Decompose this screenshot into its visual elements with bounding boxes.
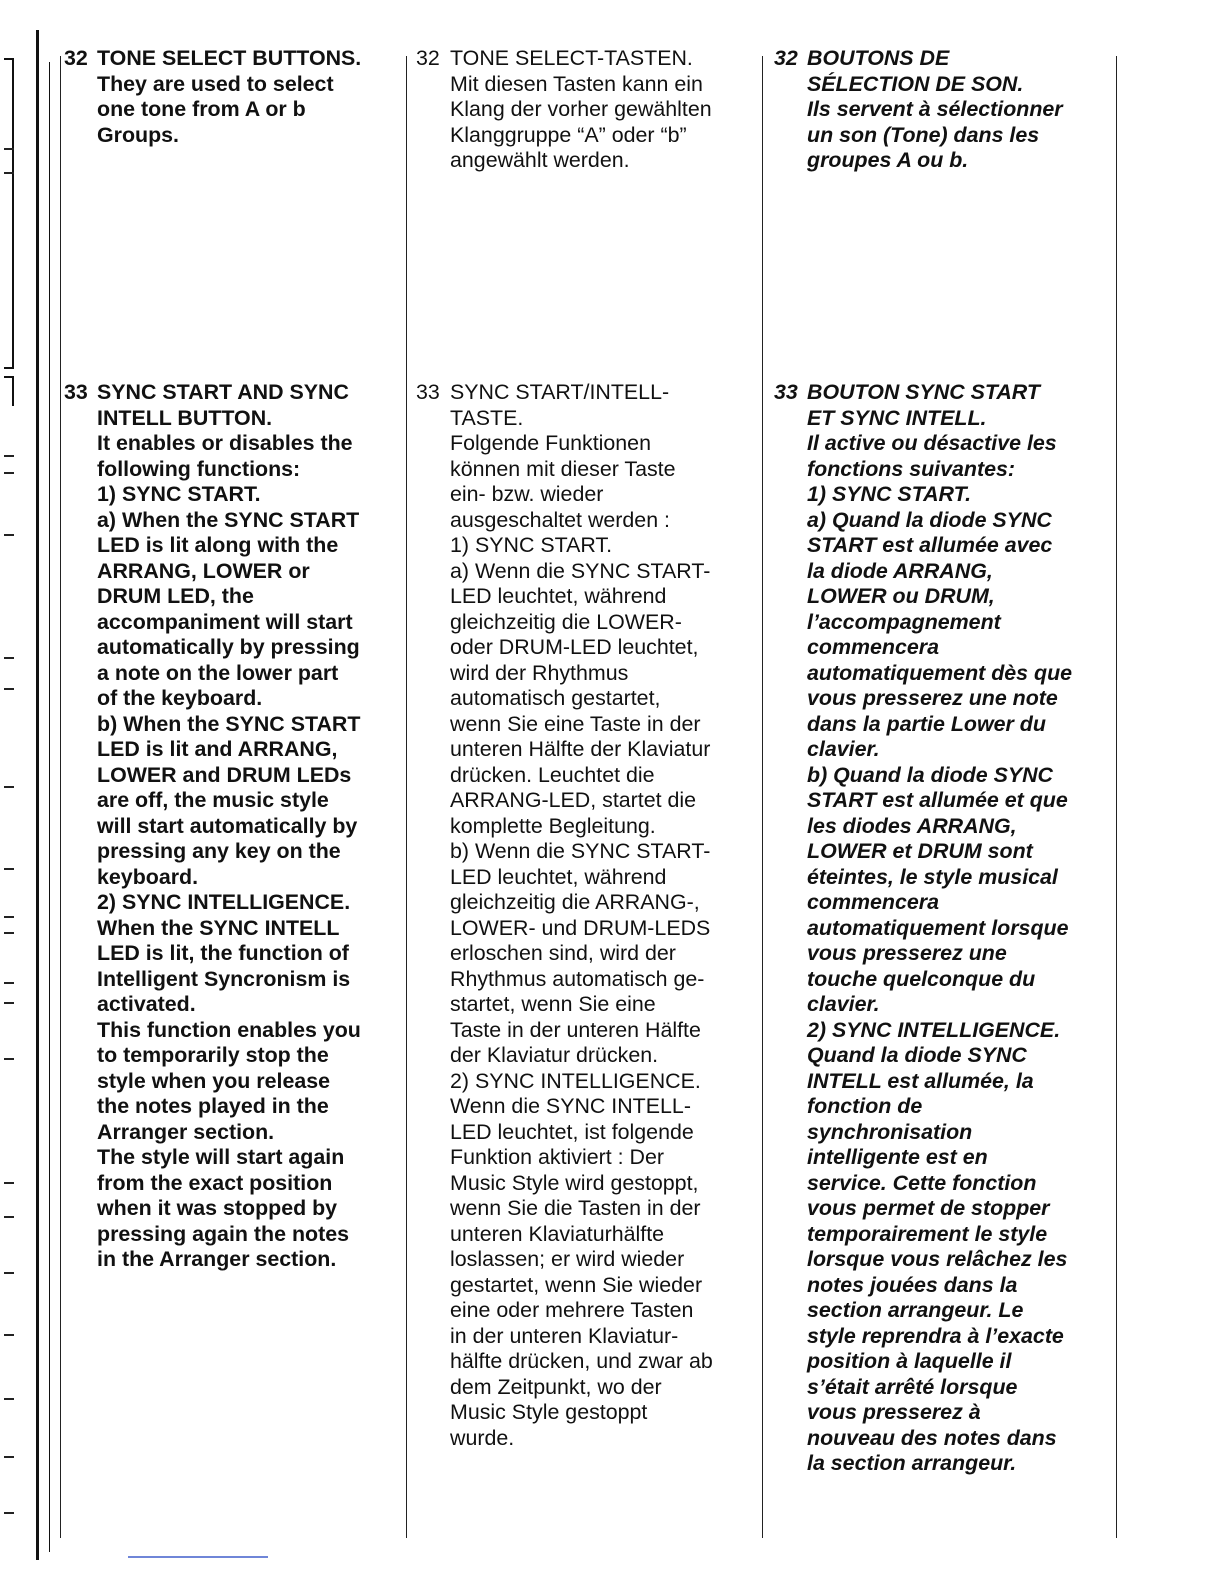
text-line: Arranger section.	[97, 1119, 275, 1144]
binding-tick	[4, 1272, 14, 1274]
text-line: automatically by pressing	[97, 635, 360, 659]
text-line: accompaniment will start	[97, 609, 353, 634]
text-line: drücken. Leuchtet die	[450, 762, 655, 787]
text-line: When the SYNC INTELL	[97, 915, 340, 940]
text-line: automatiquement dès que	[807, 660, 1073, 685]
entry-text	[97, 46, 404, 148]
binding-tick	[4, 534, 14, 536]
text-line: b) Quand la diode SYNC	[807, 762, 1054, 787]
text-line: angewählt werden.	[450, 148, 630, 172]
text-line: la diode ARRANG,	[807, 558, 993, 583]
text-line: LED leuchtet, während	[450, 864, 667, 889]
text-line: erloschen sind, wird der	[450, 941, 676, 965]
column-divider	[1116, 56, 1117, 1538]
text-line: style when you release	[97, 1068, 331, 1093]
text-line: activated.	[97, 992, 196, 1016]
text-line: LED is lit, the function of	[97, 941, 349, 965]
binding-tick	[4, 472, 14, 474]
binding-tick	[4, 916, 14, 918]
binding-tick	[4, 932, 14, 934]
binding-bracket-top-foot	[4, 367, 14, 369]
text-line: position à laquelle il	[807, 1349, 1012, 1373]
text-line: The style will start again	[97, 1145, 345, 1169]
text-line: when it was stopped by	[97, 1196, 338, 1220]
text-line: gleichzeitig die LOWER-	[450, 609, 682, 634]
text-line: 2) SYNC INTELLIGENCE.	[450, 1068, 701, 1093]
text-line: following functions:	[97, 456, 301, 481]
text-line: unteren Klaviaturhälfte	[450, 1221, 665, 1246]
entry-number: 32	[416, 46, 440, 70]
text-line: automatisch gestartet,	[450, 686, 661, 710]
text-line: It enables or disables the	[97, 431, 353, 455]
text-line: Quand la diode SYNC	[807, 1043, 1027, 1067]
text-line: vous permet de stopper	[807, 1196, 1050, 1220]
text-line: touche quelconque du	[807, 966, 1036, 991]
text-line: 1) SYNC START.	[807, 482, 972, 506]
text-line: 1) SYNC START.	[97, 482, 261, 506]
text-line: a) When the SYNC START	[97, 507, 360, 532]
text-line: to temporarily stop the	[97, 1043, 329, 1067]
binding-tick	[4, 1002, 14, 1004]
text-line: LOWER- und DRUM-LEDS	[450, 915, 711, 940]
text-line: Wenn die SYNC INTELL-	[450, 1094, 691, 1118]
text-line: synchronisation	[807, 1119, 973, 1144]
text-line: Il active ou désactive les	[807, 431, 1057, 455]
entry-german-33	[416, 380, 760, 1451]
entry-number: 32	[774, 46, 798, 70]
text-line: wenn Sie eine Taste in der	[450, 711, 701, 736]
binding-bracket-top-cap	[4, 58, 14, 60]
text-line: in the Arranger section.	[97, 1247, 337, 1271]
text-line: notes jouées dans la	[807, 1272, 1018, 1297]
text-line: a) Quand la diode SYNC	[807, 507, 1052, 532]
binding-tick	[4, 1334, 14, 1336]
text-line: style reprendra à l’exacte	[807, 1323, 1064, 1348]
footer-rule	[128, 1556, 268, 1558]
text-line: un son (Tone) dans les	[807, 122, 1040, 147]
text-line: the notes played in the	[97, 1094, 329, 1118]
text-line: 2) SYNC INTELLIGENCE.	[807, 1017, 1061, 1042]
column-english	[64, 46, 404, 1536]
column-divider	[60, 56, 61, 1538]
text-line: lorsque vous relâchez les	[807, 1247, 1068, 1271]
text-line: TONE SELECT-TASTEN.	[450, 46, 693, 70]
binding-tick	[4, 688, 14, 690]
text-line: in der unteren Klaviatur-	[450, 1323, 679, 1348]
column-divider	[406, 56, 407, 1538]
text-line: komplette Begleitung.	[450, 813, 656, 838]
text-line: keyboard.	[97, 864, 199, 889]
text-line: LOWER ou DRUM,	[807, 584, 995, 608]
text-line: dem Zeitpunkt, wo der	[450, 1374, 662, 1399]
binding-bracket-lower	[12, 376, 14, 406]
entry-text	[450, 380, 760, 1451]
entry-french-32	[774, 46, 1114, 174]
text-line: intelligente est en	[807, 1145, 988, 1169]
binding-bracket-lower-cap	[4, 376, 14, 378]
text-line: vous presserez à	[807, 1400, 981, 1424]
text-line: fonction de	[807, 1094, 923, 1118]
text-line: gleichzeitig die ARRANG-,	[450, 890, 700, 914]
text-line: pressing any key on the	[97, 839, 341, 863]
text-line: one tone from A or b	[97, 97, 306, 121]
text-line: SÉLECTION DE SON.	[807, 71, 1024, 96]
entry-text	[807, 46, 1114, 174]
text-line: LED is lit along with the	[97, 533, 339, 557]
text-line: TONE SELECT BUTTONS.	[97, 46, 362, 70]
text-line: They are used to select	[97, 71, 334, 96]
text-line: LED leuchtet, während	[450, 584, 667, 608]
text-line: are off, the music style	[97, 788, 329, 812]
text-line: Funktion aktiviert : Der	[450, 1145, 664, 1169]
entry-german-32	[416, 46, 760, 174]
text-line: wird der Rhythmus	[450, 660, 629, 685]
text-line: service. Cette fonction	[807, 1170, 1037, 1195]
binding-tick	[4, 455, 14, 457]
text-line: können mit dieser Taste	[450, 456, 676, 481]
text-line: commencera	[807, 890, 939, 914]
text-line: START est allumée avec	[807, 533, 1053, 557]
entry-number: 32	[64, 46, 88, 70]
text-line: ein- bzw. wieder	[450, 482, 604, 506]
text-line: dans la partie Lower du	[807, 711, 1046, 736]
text-line: from the exact position	[97, 1170, 333, 1195]
text-line: oder DRUM-LED leuchtet,	[450, 635, 699, 659]
text-line: a note on the lower part	[97, 660, 339, 685]
text-line: vous presserez une	[807, 941, 1007, 965]
text-line: Intelligent Syncronism is	[97, 966, 351, 991]
binding-tick	[4, 1182, 14, 1184]
text-line: 1) SYNC START.	[450, 533, 613, 557]
text-line: LED leuchtet, ist folgende	[450, 1119, 694, 1144]
column-divider	[762, 56, 763, 1538]
text-line: Music Style gestoppt	[450, 1400, 648, 1424]
text-line: nouveau des notes dans	[807, 1425, 1057, 1450]
entry-number: 33	[64, 380, 88, 404]
text-line: commencera	[807, 635, 939, 659]
entry-french-33	[774, 380, 1114, 1477]
binding-tick	[4, 148, 14, 150]
text-line: wenn Sie die Tasten in der	[450, 1196, 701, 1220]
text-line: der Klaviatur drücken.	[450, 1043, 659, 1067]
text-line: éteintes, le style musical	[807, 864, 1058, 889]
binding-tick	[4, 982, 14, 984]
text-line: Rhythmus automatisch ge-	[450, 966, 705, 991]
text-line: la section arrangeur.	[807, 1451, 1017, 1475]
text-line: ET SYNC INTELL.	[807, 405, 987, 430]
binding-tick	[4, 1216, 14, 1218]
binding-tick	[4, 868, 14, 870]
text-line: groupes A ou b.	[807, 148, 969, 172]
text-line: BOUTONS DE	[807, 46, 950, 70]
text-line: LOWER and DRUM LEDs	[97, 762, 352, 787]
column-french	[774, 46, 1114, 1536]
text-line: b) When the SYNC START	[97, 711, 361, 736]
entry-text	[97, 380, 404, 1273]
text-line: Mit diesen Tasten kann ein	[450, 71, 703, 96]
text-line: Music Style wird gestoppt,	[450, 1170, 699, 1195]
text-line: LOWER et DRUM sont	[807, 839, 1033, 863]
text-line: Groups.	[97, 122, 180, 147]
text-line: gestartet, wenn Sie wieder	[450, 1272, 703, 1297]
entry-english-32	[64, 46, 404, 148]
text-line: unteren Hälfte der Klaviatur	[450, 737, 711, 761]
text-line: will start automatically by	[97, 813, 358, 838]
text-line: Klanggruppe “A” oder “b”	[450, 122, 687, 147]
text-line: startet, wenn Sie eine	[450, 992, 656, 1016]
text-line: eine oder mehrere Tasten	[450, 1298, 694, 1322]
text-line: temporairement le style	[807, 1221, 1048, 1246]
text-line: pressing again the notes	[97, 1221, 349, 1246]
text-line: START est allumée et que	[807, 788, 1068, 812]
text-line: a) Wenn die SYNC START-	[450, 558, 711, 583]
text-line: of the keyboard.	[97, 686, 263, 710]
text-line: s’était arrêté lorsque	[807, 1374, 1018, 1399]
text-line: l’accompagnement	[807, 609, 1001, 634]
text-line: INTELL est allumée, la	[807, 1068, 1034, 1093]
text-line: TASTE.	[450, 405, 524, 430]
text-line: loslassen; er wird wieder	[450, 1247, 685, 1271]
text-line: clavier.	[807, 992, 880, 1016]
text-line: clavier.	[807, 737, 880, 761]
entry-number: 33	[774, 380, 798, 404]
entry-text	[807, 380, 1114, 1477]
text-line: ARRANG-LED, startet die	[450, 788, 697, 812]
text-line: SYNC START/INTELL-	[450, 380, 670, 404]
text-line: b) Wenn die SYNC START-	[450, 839, 711, 863]
text-line: LED is lit and ARRANG,	[97, 737, 338, 761]
text-line: SYNC START AND SYNC	[97, 380, 349, 404]
text-line: hälfte drücken, und zwar ab	[450, 1349, 713, 1373]
binding-tick	[4, 1398, 14, 1400]
binding-tick	[4, 657, 14, 659]
text-line: This function enables you	[97, 1017, 361, 1042]
binding-edge-line-inner	[49, 62, 50, 1552]
binding-tick	[4, 1058, 14, 1060]
text-line: ausgeschaltet werden :	[450, 507, 670, 532]
text-line: fonctions suivantes:	[807, 456, 1015, 481]
text-line: ARRANG, LOWER or	[97, 558, 310, 583]
binding-tick	[4, 172, 14, 174]
text-line: Ils servent à sélectionner	[807, 97, 1063, 121]
entry-english-33	[64, 380, 404, 1273]
text-line: Klang der vorher gewählten	[450, 97, 712, 121]
binding-tick	[4, 1512, 14, 1514]
text-line: vous presserez une note	[807, 686, 1058, 710]
text-line: BOUTON SYNC START	[807, 380, 1040, 404]
binding-bracket-top	[12, 58, 14, 368]
text-line: les diodes ARRANG,	[807, 813, 1017, 838]
column-german	[416, 46, 760, 1536]
text-line: wurde.	[450, 1425, 515, 1450]
binding-tick	[4, 1456, 14, 1458]
binding-tick	[4, 786, 14, 788]
entry-number: 33	[416, 380, 440, 404]
text-line: Taste in der unteren Hälfte	[450, 1017, 701, 1042]
text-line: section arrangeur. Le	[807, 1298, 1024, 1322]
binding-edge-line	[36, 30, 39, 1560]
text-line: Folgende Funktionen	[450, 431, 651, 455]
text-line: INTELL BUTTON.	[97, 405, 273, 430]
entry-text	[450, 46, 760, 174]
text-line: automatiquement lorsque	[807, 915, 1069, 940]
text-line: 2) SYNC INTELLIGENCE.	[97, 890, 351, 914]
text-line: DRUM LED, the	[97, 584, 254, 608]
